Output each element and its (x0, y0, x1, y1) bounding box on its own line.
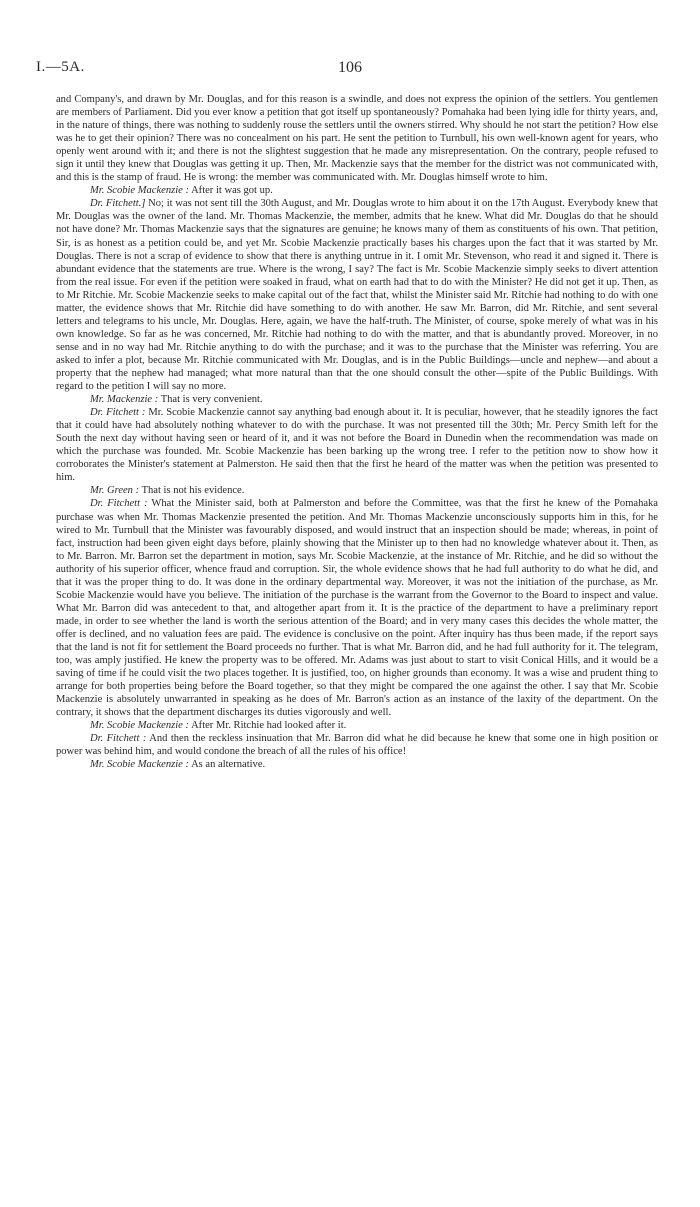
speaker-name: Dr. Fitchett.] (90, 198, 146, 210)
paragraph (56, 719, 658, 732)
paragraph (56, 497, 658, 719)
speaker-name: Mr. Scobie Mackenzie : (90, 185, 189, 197)
paragraph-continued (56, 93, 658, 184)
paragraph-text: Mr. Scobie Mackenzie cannot say anything bad enough about it. It is peculiar, however, that he steadily ignores the fact that it could have had absolutely nothing whatever to do with the purchase. It was not presented till the 30th; Mr. Percy Smith left for the South the next day without having seen or heard of it, and it was not before the Board in Dunedin when the recommendation was made on which the purchase was founded. Mr. Scobie Mackenzie has been barking up the wrong tree. I refer to the petition now to show how it corroborates the Minister's statement at Palmerston. He said then that the first he heard of the matter was when the petition was presented to him. (56, 407, 658, 484)
speaker-name: Dr. Fitchett : (90, 407, 146, 419)
paragraph (56, 484, 658, 497)
paragraph (56, 758, 658, 771)
speaker-name: Mr. Scobie Mackenzie : (90, 720, 189, 732)
paragraph (56, 406, 658, 484)
paragraph-text: After it was got up. (191, 185, 273, 197)
speaker-name: Dr. Fitchett : (90, 498, 148, 510)
paragraph-text: No; it was not sent till the 30th August, and Mr. Douglas wrote to him about it on the 17th August. Everybody knew that Mr. Douglas was the owner of the land. Mr. Thomas Mackenzie, the member, admits that he knew. What did Mr. Douglas do that he should not have done? Mr. Thomas Mackenzie says that the signatures are genuine; he knows many of them as constituents of his own. That petition, Sir, is as honest as a petition could be, and yet Mr. Scobie Mackenzie practically bases his charges upon the fact that it was started by Mr. Douglas. There is not a scrap of evidence to show that there is anything untrue in it. I omit Mr. Stevenson, who read it and signed it. There is abundant evidence that the statements are true. Where is the wrong, I say? The fact is Mr. Scobie Mackenzie simply seeks to divert attention from the real issue. For even if the petition were soaked in fraud, what on earth had that to do with the Minister? He did not get it up. Then, as to Mr Ritchie. Mr. Scobie Mackenzie seeks to make capital out of the fact that, whilst the Minister said Mr. Ritchie had nothing to do with one matter, the evidence shows that Mr. Ritchie did have something to do with another. He saw Mr. Barron, did Mr. Ritchie, and sent several letters and telegrams to his uncle, Mr. Douglas. Here, again, we have the half-truth. The Minister, of course, spoke merely of what was in his own knowledge. So far as he was concerned, Mr. Ritchie had nothing to do with the matter, and that is abundantly proved. Moreover, in no sense and in no way had Mr. Ritchie anything to do with the purchase; and it was to the purchase that the Minister was referring. You are asked to infer a plot, because Mr. Ritchie communicated with Mr. Douglas, and is in the Public Buildings—uncle and nephew—and about a property that the nephew had managed; what more natural than that the one should consult the other—spite of the Public Buildings. With regard to the petition I will say no more. (56, 198, 658, 393)
paragraph-text: and Company's, and drawn by Mr. Douglas, and for this reason is a swindle, and does not express the opinion of the settlers. You gentlemen are members of Parliament. Did you ever know a petition that got itself up spontaneously? Pomahaka had been lying idle for thirty years, and, in the nature of things, there was nothing to suddenly rouse the settlers until the owners stirred. Why should he not start the petition? How else was he to get their opinion? There was no concealment on his part. He sent the petition to Turnbull, his own well-known agent for years, who openly went around with it; and there is not the slightest suggestion that he made any misrepresentation. On the contrary, people refused to sign it until they knew that Douglas was getting it up. Then, Mr. Mackenzie says that the member for the district was not communicated with, and this is the stamp of fraud. He is wrong: the member was communicated with. Mr. Douglas himself wrote to him. (56, 94, 658, 184)
speaker-name: Mr. Mackenzie : (90, 394, 159, 406)
paragraph (56, 197, 658, 393)
paragraph-text: As an alternative. (191, 759, 266, 771)
document-reference: I.—5A. (36, 59, 85, 75)
paragraph-text: That is very convenient. (160, 394, 263, 406)
page-header (36, 59, 664, 81)
speaker-name: Mr. Green : (90, 485, 140, 497)
paragraph-text: That is not his evidence. (141, 485, 245, 497)
speaker-name: Mr. Scobie Mackenzie : (90, 759, 189, 771)
document-body (56, 93, 658, 771)
paragraph (56, 393, 658, 406)
page-number: 106 (338, 59, 362, 76)
paragraph (56, 732, 658, 758)
speaker-name: Dr. Fitchett : (90, 733, 147, 745)
paragraph-text: After Mr. Ritchie had looked after it. (191, 720, 347, 732)
paragraph-text: And then the reckless insinuation that Mr. Barron did what he did because he knew that some one in high position or power was behind him, and would condone the breach of all the rules of his office! (56, 733, 659, 758)
paragraph-text: What the Minister said, both at Palmerston and before the Committee, was that the first he knew of the Pomahaka purchase was when Mr. Thomas Mackenzie presented the petition. And Mr. Thomas Mackenzie unconsciously supports him in this, for he wired to Mr. Turnbull that the Minister was favourably disposed, and would instruct that an inspection should be made; whereas, in point of fact, instruction had been given eight days before, plainly showing that the Minister up to then had no knowledge whatever about it. Then, as to Mr. Barron. Mr. Barron set the department in motion, says Mr. Scobie Mackenzie, at the instance of Mr. Ritchie, and he did so without the authority of his superior officer, whence fraud and corruption. Sir, the whole evidence shows that he had full authority to do what he did, and that it was the proper thing to do. It was done in the ordinary departmental way. Moreover, it was not the initiation of the purchase, as Mr. Scobie Mackenzie would have you believe. The initiation of the purchase is the warrant from the Governor to the Board to inspect and value. What Mr. Barron did was antecedent to that, and altogether apart from it. It is the practice of the department to have a preliminary report made, in order to see whether the land is worth the serious attention of the Board; and in very many cases this decides the whole matter, the offer is declined, and no valuation fees are paid. The evidence is conclusive on the point. After inquiry has thus been made, if the report says that the land is not fit for settlement the Board proceeds no further. That is what Mr. Barron did, and he had full authority for it. The telegram, too, was amply justified. He knew the property was to be offered. Mr. Adams was just about to start to visit Conical Hills, and it would be a saving of time if he could visit the two places together. It is justified, too, on higher grounds than economy. It was a wise and prudent thing to arrange for both properties being before the Board together, so that they might be compared the one against the other. I say that Mr. Scobie Mackenzie is absolutely unwarranted in speaking as he does of Mr. Barron's action as an instance of the laxity of the department. On the contrary, it shows that the department discharges its duties vigorously and well. (56, 498, 658, 719)
paragraph (56, 184, 658, 197)
